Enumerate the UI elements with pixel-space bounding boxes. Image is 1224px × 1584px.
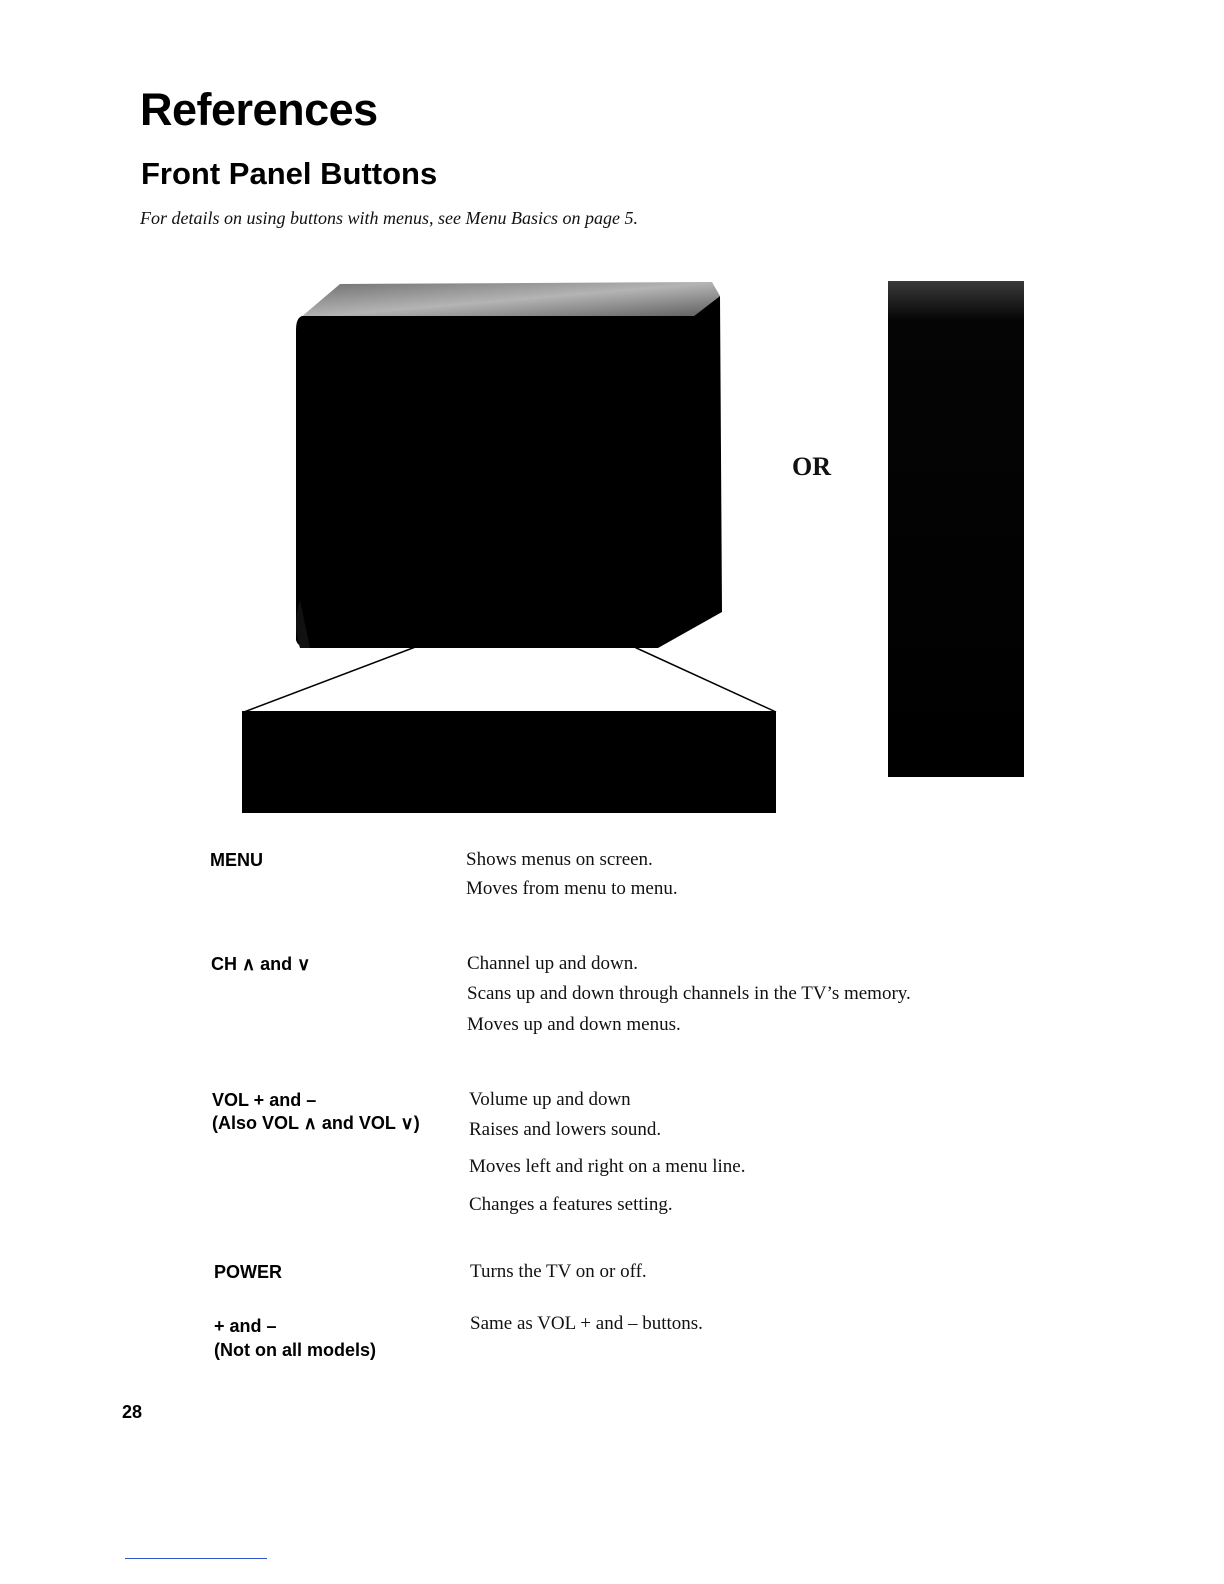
intro-text: For details on using buttons with menus, see Menu Basics on page 5. — [140, 208, 638, 228]
tv-top-surface — [300, 282, 720, 318]
plus-minus-description-1: Same as VOL + and – buttons. — [470, 1313, 703, 1334]
callout-line-right — [632, 646, 776, 712]
menu-button-label: MENU — [210, 850, 263, 870]
page-title: References — [140, 84, 378, 135]
ch-description-3: Moves up and down menus. — [467, 1014, 681, 1035]
section-heading: Front Panel Buttons — [141, 156, 438, 191]
vol-button-label: VOL + and – — [212, 1090, 317, 1110]
front-panel-bar — [242, 711, 776, 813]
vol-description-1: Volume up and down — [469, 1089, 631, 1110]
power-description-1: Turns the TV on or off. — [470, 1261, 647, 1282]
tv-body — [296, 296, 722, 648]
plus-minus-button-label: + and – — [214, 1316, 277, 1336]
callout-line-left — [244, 646, 418, 712]
plus-minus-note: (Not on all models) — [214, 1340, 376, 1360]
footer-rule — [125, 1558, 267, 1559]
menu-description-2: Moves from menu to menu. — [466, 878, 678, 899]
side-panel — [888, 281, 1024, 777]
menu-description-1: Shows menus on screen. — [466, 849, 653, 870]
page-number: 28 — [122, 1402, 143, 1422]
vol-button-alt-label: (Also VOL ∧ and VOL ∨) — [212, 1113, 420, 1133]
or-label: OR — [792, 452, 831, 481]
ch-button-label: CH ∧ and ∨ — [211, 954, 311, 974]
ch-description-1: Channel up and down. — [467, 953, 638, 974]
vol-description-3: Moves left and right on a menu line. — [469, 1156, 746, 1177]
vol-description-4: Changes a features setting. — [469, 1194, 673, 1215]
vol-description-2: Raises and lowers sound. — [469, 1119, 662, 1140]
power-button-label: POWER — [214, 1262, 283, 1282]
ch-description-2: Scans up and down through channels in the TV’s memory. — [467, 983, 911, 1004]
